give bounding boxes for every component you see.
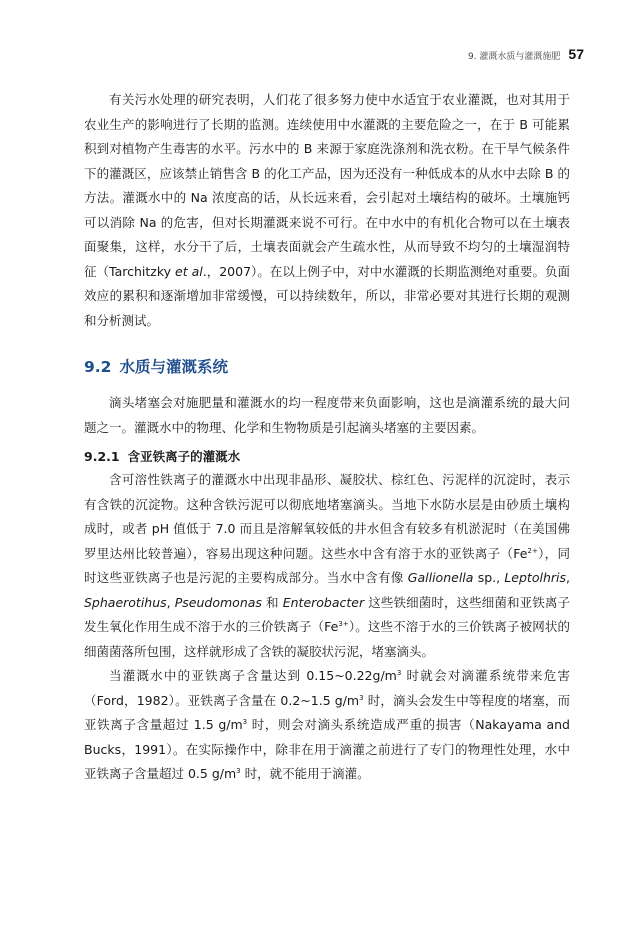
intro-text-1: 有关污水处理的研究表明，人们花了很多努力使中水适宜于农业灌溉，也对其用于农业生产的影响进行了长期的监测。连续使用中水灌溉的主要危险之一，在于 B 可能累积到对植物产生毒害的水平。污水中的 B 来源于家庭洗涤剂和洗衣粉。在干旱气候条件下的灌溉区，应该禁止销售含 B 的化工产品，因为还没有一种低成本的从水中去除 B 的方法。灌溉水中的 Na 浓度高的话，从长远来看，会引起对土壤结构的破坏。土壤施钙可以消除 Na 的危害，但对长期灌溉来说不可行。在中水中的有机化合物可以在土壤表面聚集，这样，水分干了后，土壤表面就会产生疏水性，从而导致不均匀的土壤湿润特征（Tarchitzky [84, 92, 570, 279]
section-heading [84, 355, 570, 379]
superscript: 2+ [527, 546, 538, 555]
text-run: , [166, 594, 175, 610]
text-run: 和 [261, 594, 283, 610]
text-run: sp., [473, 570, 505, 585]
organism-name: Pseudomonas [174, 594, 262, 610]
superscript: 3 [242, 717, 248, 726]
section-title: 水质与灌溉系统 [119, 358, 228, 376]
page-body [84, 88, 570, 787]
text-run: ），同时这些亚铁离子也是污泥的主要构成部分。当水中含有像 [84, 545, 570, 585]
organism-name: Gallionella [407, 570, 474, 585]
running-head [468, 46, 584, 62]
text-run: 时，就不能用于滴灌。 [240, 766, 370, 781]
text-run: 时就会对滴灌系统带来危害（Ford，1982）。亚铁离子含量在 0.2~1.5 g/m [84, 668, 571, 708]
organism-name: Enterobacter [282, 594, 365, 610]
superscript: 3 [359, 693, 364, 702]
section-paragraph: 滴头堵塞会对施肥量和灌溉水的均一程度带来负面影响，这也是滴灌系统的最大问题之一。灌溉水中的物理、化学和生物物质是引起滴头堵塞的主要因素。 [84, 395, 570, 435]
text-run: 含可溶性铁离子的灌溉水中出现非晶形、凝胶状、棕红色、污泥样的沉淀时，表示有含铁的沉淀物。这种含铁污泥可以彻底地堵塞滴头。当地下水防水层是由砂质土壤构成时，或者 pH 值低于 7.0 而且是溶解氧较低的井水但含有较多有机淤泥时（在美国佛罗里达州比较普遍），容易出现这种问题。这些水中含有溶于水的亚铁离子（Fe [84, 472, 570, 561]
text-run: , [566, 570, 570, 585]
intro-text-2: .，2007）。在以上例子中，对中水灌溉的长期监测绝对重要。负面效应的累积和逐渐增加非常缓慢，可以持续数年，所以，非常必要对其进行长期的观测和分析测试。 [84, 263, 570, 328]
iron-paragraph-2 [84, 664, 570, 787]
intro-italic: et al [175, 263, 203, 279]
superscript: 3 [396, 668, 402, 677]
iron-paragraph-1 [84, 468, 570, 664]
subsection-heading [84, 446, 570, 468]
chapter-title: 9. 灌溉水质与灌溉施肥 [467, 52, 561, 62]
superscript: 3+ [338, 619, 349, 628]
intro-paragraph [84, 88, 570, 333]
organism-name: Sphaerotihus [84, 594, 167, 610]
subsection-title: 含亚铁离子的灌溉水 [127, 449, 241, 464]
organism-name: Leptolhris [504, 570, 567, 585]
page-number: 57 [568, 46, 584, 62]
text-run: ）。这些不溶于水的三价铁离子被网状的细菌菌落所包围，这样就形成了含铁的凝胶状污泥，堵塞滴头。 [84, 619, 570, 659]
superscript: 3 [236, 766, 241, 775]
subsection-number: 9.2.1 [84, 449, 120, 464]
section-number: 9.2 [84, 358, 112, 376]
text-run: 时，滴头会发生中等程度的堵塞，而亚铁离子含量超过 1.5 g/m [84, 692, 570, 732]
text-run: 时，则会对滴头系统造成严重的损害（Nakayama and Bucks，1991）。在实际操作中，除非在用于滴灌之前进行了专门的物理性处理，水中亚铁离子含量超过 0.5 g/m [84, 717, 570, 781]
text-run: 当灌溉水中的亚铁离子含量达到 0.15~0.22g/m [109, 668, 397, 683]
text-run: 这些铁细菌时，这些细菌和亚铁离子发生氧化作用生成不溶于水的三价铁离子（Fe [84, 594, 571, 634]
